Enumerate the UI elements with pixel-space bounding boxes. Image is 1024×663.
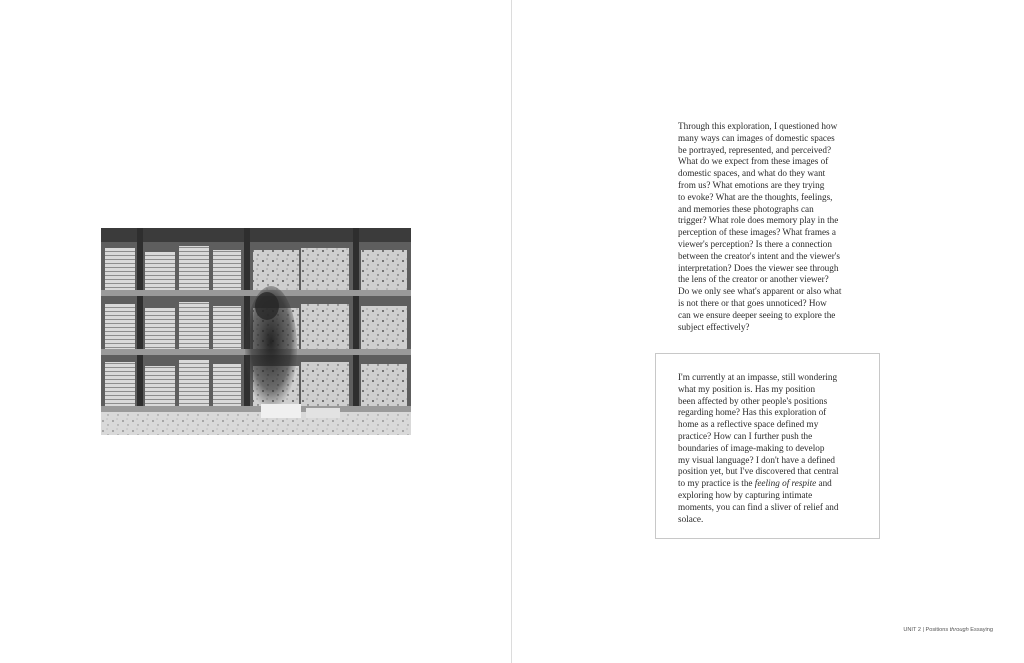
footer-unit: UNIT 2 | Positions [903,627,950,633]
photograph-image [101,228,411,435]
reflection-text-end: and exploring how by capturing intimate moments, you can find a sliver of relief and solace. [678,478,839,524]
reflection-emphasis: feeling of respite [754,478,817,489]
reflection-paragraph [678,372,868,525]
shelves-photograph [101,228,411,435]
footer-emphasis: through [949,627,969,633]
reflection-text-start: I'm currently at an impasse, still wondering what my position is. Has my position been affected by other people's positions regarding home? Has this exploration of home as a reflective space defined my practice? How can I further push the boundaries of image-making to develop my visual language? I don't have a defined position yet, but I've discovered that central to my practice is the [678,372,839,489]
essay-paragraph: Through this exploration, I questioned how many ways can images of domestic spaces be portrayed, represented, and perceived? What do we expect from these images of domestic spaces, and what do they want from us? What emotions are they trying to evoke? What are the thoughts, feelings, and memories these photographs can trigger? What role does memory play in the perception of these images? What frames a viewer's perception? Is there a connection between the creator's intent and the viewer's interpretation? Does the viewer see through the lens of the creator or another viewer? Do we only see what's apparent or also what is not there or that goes unnoticed? How can we ensure deeper seeing to explore the subject effectively? [678,121,842,332]
spread-gutter [511,0,512,663]
running-footer [903,627,993,633]
reflection-callout-box [655,353,880,539]
footer-tail: Essaying [968,627,993,633]
